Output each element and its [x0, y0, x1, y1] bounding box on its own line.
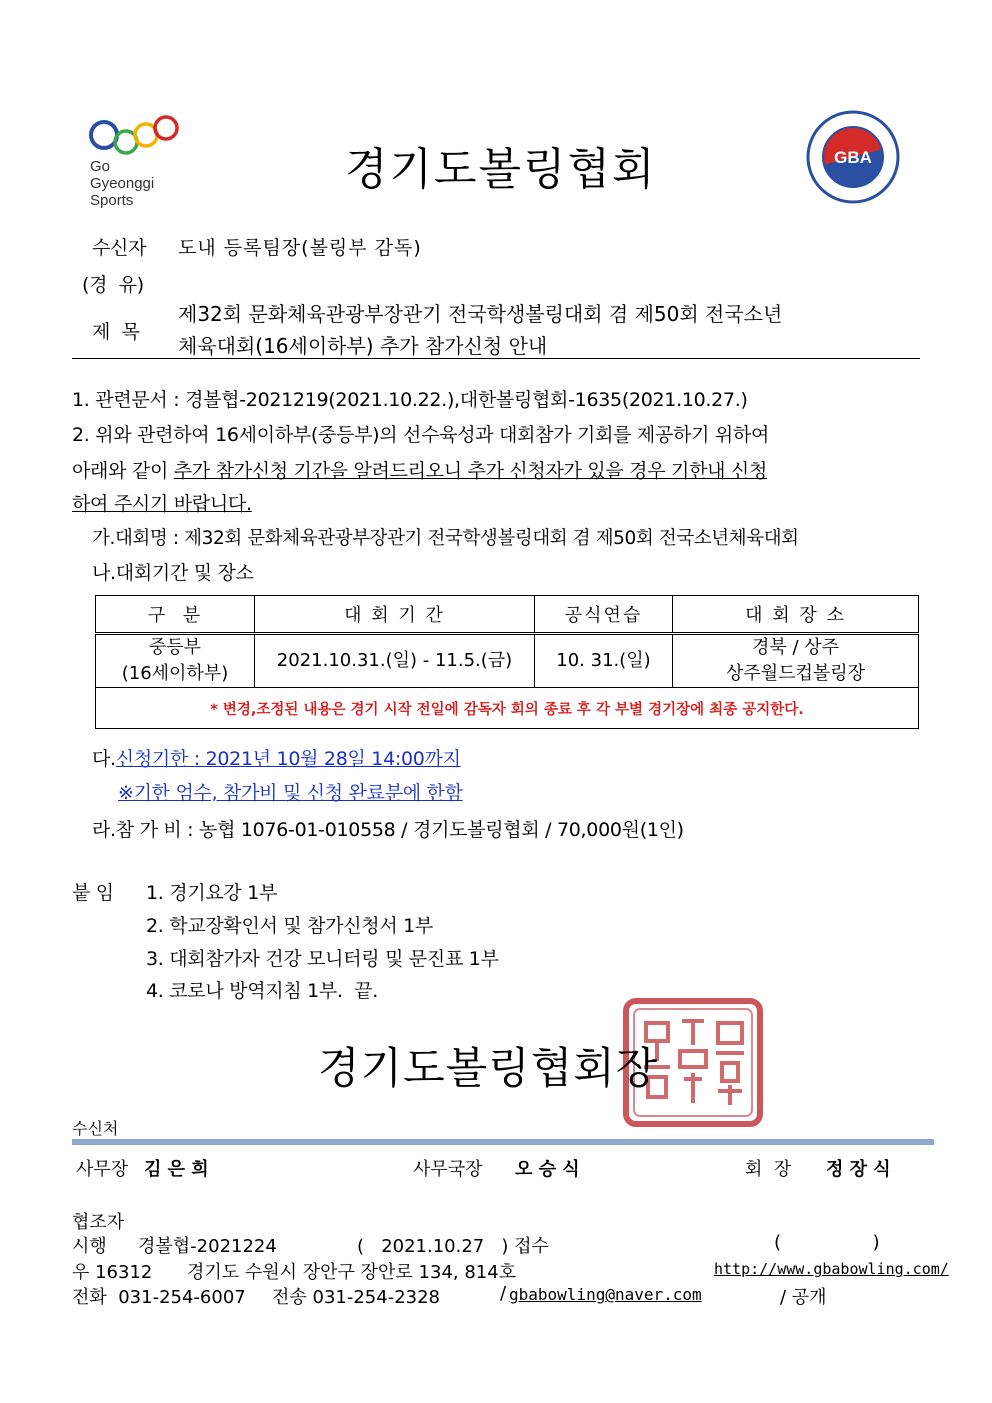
go-gyeonggi-sports-logo	[88, 110, 198, 210]
deadline-underlined: 신청기한 : 2021년 10월 28일 14:00까지	[115, 748, 461, 770]
item-2-line-3	[72, 489, 252, 516]
header-divider	[72, 358, 920, 359]
sub-item-a-event-name: 가.대회명 : 제32회 문화체육관광부장관기 전국학생볼링대회 겸 제50회 전국소년체육대회	[92, 528, 799, 549]
receipt-paren: ( )	[774, 1232, 880, 1253]
division-line-1: 중등부	[148, 637, 202, 658]
cell-period: 2021.10.31.(일) - 11.5.(금)	[255, 634, 535, 688]
division-line-2: (16세이하부)	[121, 663, 229, 684]
item-2-line-2-underlined: 추가 참가신청 기간을 알려드리오니 추가 신청자가 있을 경우 기한내 신청	[173, 460, 768, 482]
staff-3-name: 정 장 식	[826, 1159, 891, 1180]
email-link[interactable]: gbabowling@naver.com	[509, 1285, 702, 1304]
recipient-label: 수신자	[92, 237, 147, 259]
schedule-table	[95, 595, 919, 729]
item-2-line-1: 2. 위와 관련하여 16세이하부(중등부)의 선수육성과 대회참가 기회를 제공하기 위하여	[72, 424, 770, 446]
header-practice: 공식연습	[535, 596, 673, 634]
item-2-line-3-underlined: 하여 주시기 바랍니다.	[72, 493, 252, 515]
attachment-item-4: 4. 코로나 방역지침 1부. 끝.	[146, 980, 378, 1002]
item-2-line-2-prefix: 아래와 같이	[72, 460, 174, 482]
subject-line-2: 체육대회(16세이하부) 추가 참가신청 안내	[178, 334, 548, 358]
email-prefix: /	[500, 1283, 507, 1304]
cooperator-label: 협조자	[72, 1212, 125, 1233]
recipient-value: 도내 등록팀장(볼링부 감독)	[178, 237, 422, 259]
table-note: * 변경,조정된 내용은 경기 시작 전일에 감독자 회의 종료 후 각 부별 경기장에 최종 공지한다.	[96, 688, 919, 729]
deadline-note-text: ※기한 엄수, 참가비 및 신청 완료분에 한함	[118, 782, 463, 804]
logo-text-go: Go	[90, 158, 111, 175]
logo-text-sports: Sports	[90, 192, 134, 209]
item-2-line-2	[72, 456, 767, 483]
venue-line-1: 경북 / 상주	[751, 637, 840, 658]
deadline-note	[118, 778, 463, 805]
attachment-item-3: 3. 대회참가자 건강 모니터링 및 문진표 1부	[146, 948, 499, 970]
header-venue: 대 회 장 소	[673, 596, 919, 634]
cell-practice: 10. 31.(일)	[535, 634, 673, 688]
postal-code: 우 16312	[72, 1262, 153, 1283]
gba-logo-text: GBA	[834, 148, 872, 167]
enforce-label: 시행	[72, 1236, 107, 1257]
table-header-row	[96, 596, 919, 634]
address: 경기도 수원시 장안구 장안로 134, 814호	[187, 1262, 517, 1283]
footer-divider	[72, 1139, 934, 1145]
staff-1-name: 김 은 희	[144, 1159, 209, 1180]
olympic-rings-icon	[88, 110, 188, 160]
organization-title: 경기도볼링협회	[345, 144, 657, 195]
subject-label: 제 목	[92, 321, 140, 343]
attachment-item-2: 2. 학교장확인서 및 참가신청서 1부	[146, 915, 433, 937]
signature-title: 경기도볼링협회장	[318, 1044, 659, 1094]
staff-3-role: 회 장	[745, 1159, 792, 1180]
subject-line-1: 제32회 문화체육관광부장관기 전국학생볼링대회 겸 제50회 전국소년	[178, 302, 783, 326]
table-row	[96, 634, 919, 688]
gba-emblem-icon	[806, 110, 900, 204]
gba-logo	[806, 110, 900, 204]
enforce-date: ( 2021.10.27 ) 접수	[357, 1236, 549, 1257]
header-period: 대 회 기 간	[255, 596, 535, 634]
item-1-related-documents: 1. 관련문서 : 경볼협-2021219(2021.10.22.),대한볼링협회-1635(2021.10.27.)	[72, 389, 748, 411]
attachment-item-1: 1. 경기요강 1부	[146, 882, 278, 904]
phone-number: 전화 031-254-6007	[72, 1287, 246, 1308]
venue-line-2: 상주월드컵볼링장	[725, 663, 866, 684]
sub-item-d-fee: 라.참 가 비 : 농협 1076-01-010558 / 경기도볼링협회 / 70,000원(1인)	[92, 819, 684, 841]
staff-2-name: 오 승 식	[515, 1159, 580, 1180]
sub-item-c-prefix: 다.	[92, 748, 116, 770]
cell-venue	[673, 634, 919, 688]
via-label: (경 유)	[82, 274, 144, 296]
attachments-label: 붙 임	[72, 882, 114, 904]
homepage-link[interactable]: http://www.gbabowling.com/	[714, 1260, 949, 1278]
sub-item-b-period-venue: 나.대회기간 및 장소	[92, 562, 254, 584]
disclosure-status: / 공개	[780, 1287, 827, 1308]
staff-2-role: 사무국장	[413, 1159, 483, 1180]
header-division: 구 분	[96, 596, 255, 634]
receiver-label: 수신처	[72, 1119, 119, 1138]
sub-item-c-deadline	[92, 744, 461, 771]
staff-1-role: 사무장	[76, 1159, 129, 1180]
logo-text-gyeonggi: Gyeonggi	[90, 175, 155, 192]
cell-division	[96, 634, 255, 688]
table-note-row	[96, 688, 919, 729]
fax-number: 전송 031-254-2328	[272, 1287, 441, 1308]
enforce-number: 경볼협-2021224	[138, 1236, 277, 1257]
